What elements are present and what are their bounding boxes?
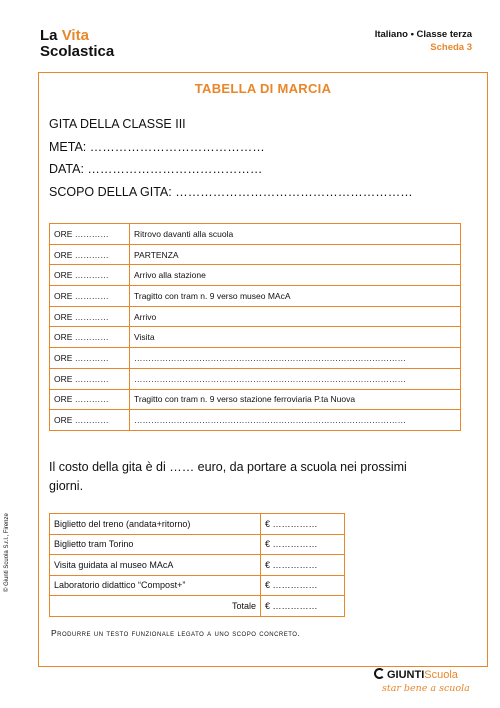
time-cell: ORE ………… bbox=[50, 244, 130, 265]
cost-item-cell: Visita guidata al museo MAcA bbox=[50, 555, 261, 576]
time-cell: ORE ………… bbox=[50, 286, 130, 307]
subject-label: Italiano • Classe terza bbox=[374, 29, 472, 40]
time-cell: ORE ………… bbox=[50, 327, 130, 348]
brand-tagline: star bene a scuola bbox=[382, 683, 470, 694]
header-info bbox=[375, 28, 472, 54]
schedule-table bbox=[49, 223, 461, 431]
total-label-cell: Totale bbox=[50, 596, 261, 617]
event-cell: Tragitto con tram n. 9 verso stazione ferroviaria P.ta Nuova bbox=[130, 389, 461, 410]
table-row bbox=[50, 368, 461, 389]
table-row bbox=[50, 596, 345, 617]
event-cell: Arrivo bbox=[130, 306, 461, 327]
cost-amount-cell: € …………… bbox=[261, 514, 345, 535]
cost-amount-cell: € …………… bbox=[261, 575, 345, 596]
table-row bbox=[50, 555, 345, 576]
event-cell: …………………………………………………………………………………… bbox=[130, 410, 461, 431]
event-cell: …………………………………………………………………………………… bbox=[130, 348, 461, 369]
event-cell: Visita bbox=[130, 327, 461, 348]
event-cell: Arrivo alla stazione bbox=[130, 265, 461, 286]
copyright-text: © Giunti Scuola S.r.l., Firenze bbox=[4, 513, 10, 592]
table-row bbox=[50, 575, 345, 596]
logo-line2: Scolastica bbox=[40, 43, 115, 60]
time-cell: ORE ………… bbox=[50, 410, 130, 431]
table-row bbox=[50, 410, 461, 431]
table-row bbox=[50, 389, 461, 410]
table-row bbox=[50, 286, 461, 307]
cost-amount-cell: € …………… bbox=[261, 534, 345, 555]
time-cell: ORE ………… bbox=[50, 265, 130, 286]
time-cell: ORE ………… bbox=[50, 389, 130, 410]
destination-line: META: …………………………………… bbox=[49, 139, 265, 154]
brand-logo bbox=[374, 668, 484, 681]
event-cell: Tragitto con tram n. 9 verso museo MAcA bbox=[130, 286, 461, 307]
total-amount-cell: € …………… bbox=[261, 596, 345, 617]
brand-name-suffix: Scuola bbox=[424, 669, 458, 681]
time-cell: ORE ………… bbox=[50, 348, 130, 369]
event-cell: Ritrovo davanti alla scuola bbox=[130, 224, 461, 245]
cost-item-cell: Biglietto del treno (andata+ritorno) bbox=[50, 514, 261, 535]
logo-line1: La bbox=[40, 27, 58, 44]
brand-name: GIUNTI bbox=[387, 669, 425, 681]
cost-item-cell: Laboratorio didattico “Compost+” bbox=[50, 575, 261, 596]
sheet-label: Scheda 3 bbox=[430, 42, 472, 53]
time-cell: ORE ………… bbox=[50, 224, 130, 245]
table-row bbox=[50, 534, 345, 555]
logo-line1-accent: Vita bbox=[61, 27, 89, 44]
cost-paragraph: Il costo della gita è di …… euro, da portare a scuola nei prossimi giorni. bbox=[49, 460, 407, 493]
time-cell: ORE ………… bbox=[50, 368, 130, 389]
worksheet-title: TABELLA DI MARCIA bbox=[194, 81, 332, 96]
table-row bbox=[50, 244, 461, 265]
brand-g-icon bbox=[374, 668, 385, 679]
logo bbox=[40, 28, 114, 60]
purpose-line: SCOPO DELLA GITA: ………………………………………………… bbox=[49, 184, 413, 199]
footer-note: Produrre un testo funzionale legato a uno scopo concreto. bbox=[51, 628, 301, 638]
table-row bbox=[50, 224, 461, 245]
trip-class-line: GITA DELLA CLASSE III bbox=[49, 117, 186, 131]
time-cell: ORE ………… bbox=[50, 306, 130, 327]
table-row bbox=[50, 265, 461, 286]
worksheet-frame bbox=[38, 72, 488, 667]
cost-item-cell: Biglietto tram Torino bbox=[50, 534, 261, 555]
event-cell: PARTENZA bbox=[130, 244, 461, 265]
table-row bbox=[50, 348, 461, 369]
table-row bbox=[50, 514, 345, 535]
event-cell: …………………………………………………………………………………… bbox=[130, 368, 461, 389]
table-row bbox=[50, 327, 461, 348]
cost-amount-cell: € …………… bbox=[261, 555, 345, 576]
date-line: DATA: …………………………………… bbox=[49, 162, 263, 176]
costs-table bbox=[49, 513, 345, 617]
trip-fields bbox=[49, 113, 413, 203]
table-row bbox=[50, 306, 461, 327]
